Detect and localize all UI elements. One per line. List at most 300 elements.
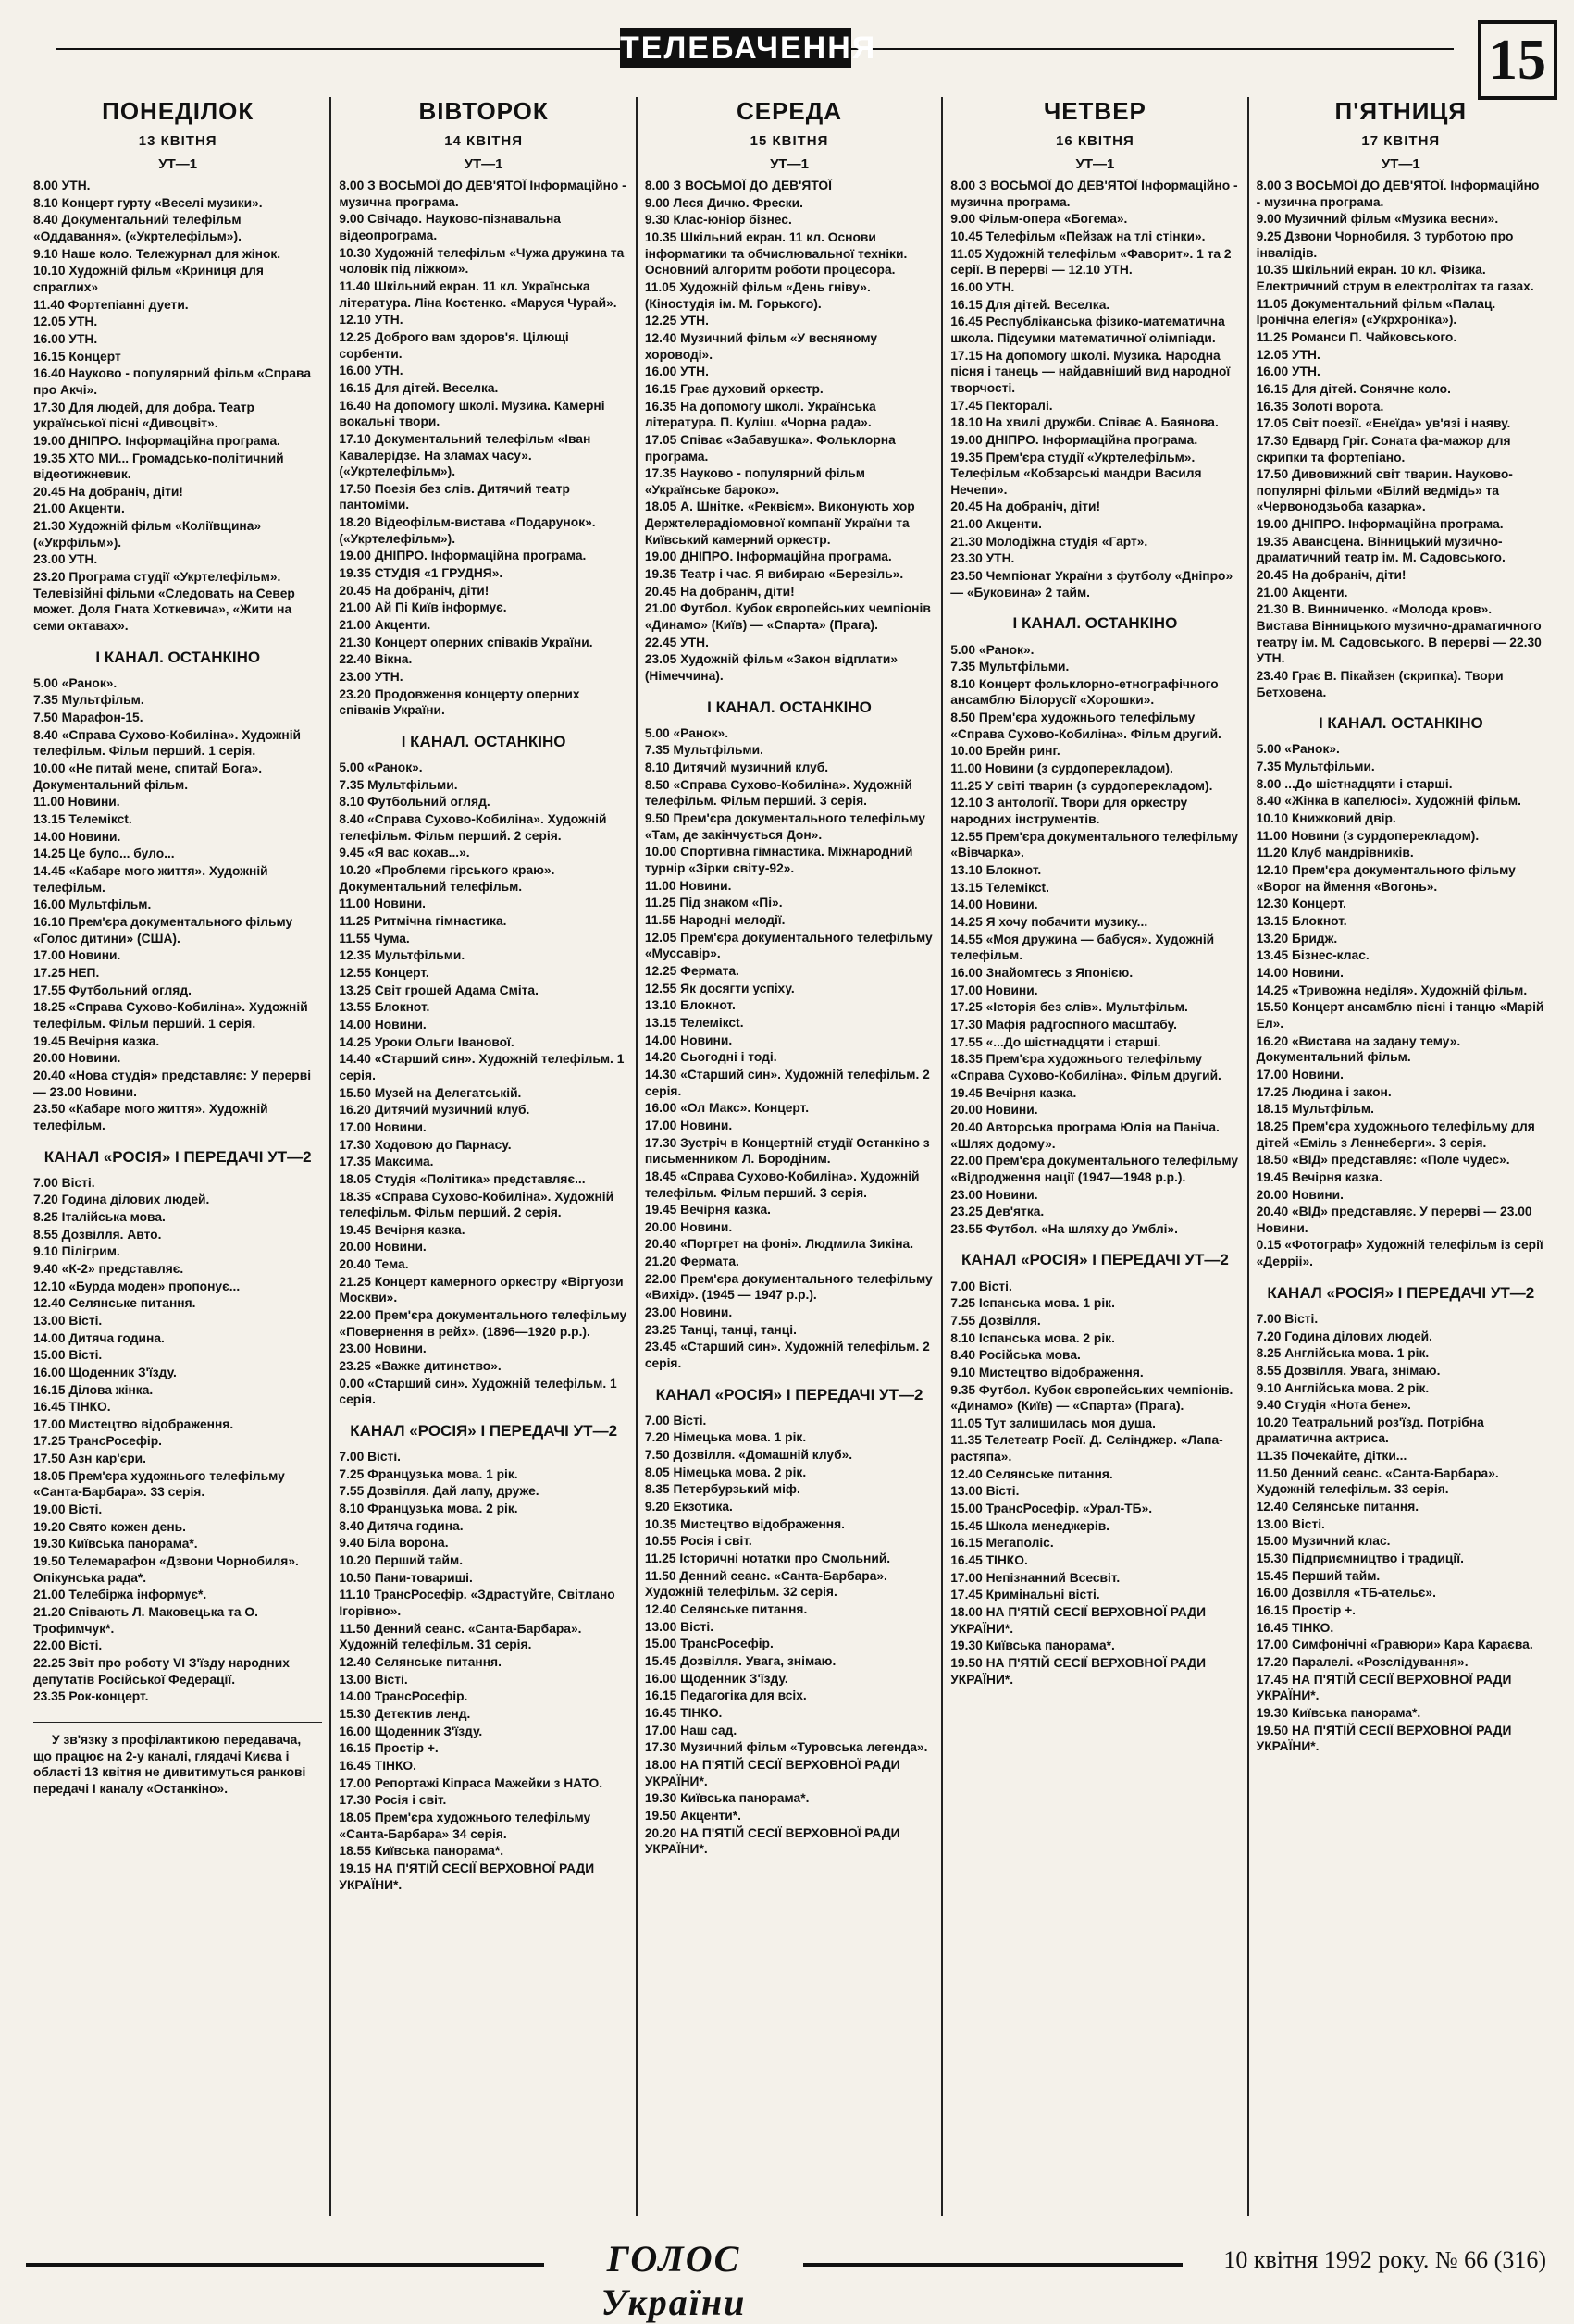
program-listing: 20.45 На добраніч, діти!: [644, 584, 795, 599]
program-listing: 12.25 УТН.: [644, 314, 709, 328]
program-listing: 21.00 Акценти.: [1256, 585, 1348, 600]
program-listing: 12.55 Концерт.: [339, 965, 429, 980]
program-listing: 11.25 Романси П. Чайковського.: [1256, 329, 1457, 344]
program-listing: 19.45 Вечірня казка.: [33, 1033, 160, 1048]
program-listing: 22.45 УТН.: [644, 635, 709, 649]
program-listing: 15.50 Концерт ансамблю пісні і танцю «Марій Ел».: [1256, 1000, 1544, 1031]
program-listing: 17.25 Людина і закон.: [1256, 1084, 1392, 1099]
program-listing: 16.15 Простір +.: [339, 1741, 439, 1756]
program-listing: 14.45 «Кабаре мого життя». Художній телефільм.: [33, 864, 268, 895]
program-listing: 8.40 Документальний телефільм «Оддавання». («Укртелефільм»).: [33, 213, 242, 243]
program-listing: 19.50 НА П'ЯТІЙ СЕСІЇ ВЕРХОВНОЇ РАДИ УКРАЇНИ*.: [1256, 1723, 1512, 1754]
day-name: ЧЕТВЕР: [1043, 97, 1146, 125]
program-listing: 14.20 Сьогодні і тоді.: [644, 1050, 777, 1065]
program-listing: 10.00 «Не питай мене, спитай Бога». Документальний фільм.: [33, 761, 263, 792]
program-listing: 16.10 Прем'єра документального фільму «Голос дитини» (США).: [33, 915, 293, 946]
program-listing: 15.00 ТрансРосефір.: [644, 1637, 774, 1651]
program-listing: 11.25 У світі тварин (з сурдоперекладом).: [950, 778, 1213, 793]
program-listing: 23.20 Програма студії «Укртелефільм». Телевізійні фільми «Следовать на Север может. Доля Гната Хоткевича», «Жити на семи октавах».: [33, 570, 295, 634]
program-listing: 19.35 ХТО МИ... Громадсько-політичний відеотижневик.: [33, 451, 284, 482]
program-listing: 8.00 З ВОСЬМОЇ ДО ДЕВ'ЯТОЇ. Інформаційно - музична програма.: [1256, 179, 1540, 209]
program-listing: 14.00 Новини.: [1256, 965, 1344, 980]
program-listing: 16.45 Республіканська фізико-математична школа. Підсумки математичної олімпіади.: [950, 315, 1225, 345]
program-listing: 13.10 Блокнот.: [644, 998, 736, 1013]
program-listing: 19.45 Вечірня казка.: [644, 1203, 771, 1218]
program-listing: 22.25 Звіт про роботу VI З'їзду народних депутатів Російської Федерації.: [33, 1656, 290, 1687]
program-listing: 8.25 Італійська мова.: [33, 1209, 166, 1224]
day-name: ПОНЕДІЛОК: [102, 97, 254, 125]
program-listing: 8.40 Дитяча година.: [339, 1518, 464, 1533]
page-number: 15: [1478, 20, 1557, 100]
program-listing: 14.30 «Старший син». Художній телефільм. 2 серія.: [644, 1067, 930, 1098]
program-listing: 13.00 Вісті.: [950, 1484, 1020, 1499]
program-listing: 16.15 Мегаполіс.: [950, 1536, 1054, 1551]
program-listing: 23.00 УТН.: [33, 552, 98, 567]
day-name: ВІВТОРОК: [418, 97, 549, 125]
day-date: 15 КВІТНЯ: [750, 133, 829, 149]
day-name: П'ЯТНИЦЯ: [1334, 97, 1468, 125]
program-listing: 7.25 Іспанська мова. 1 рік.: [950, 1296, 1115, 1311]
program-listing: 11.35 Телетеатр Росії. Д. Селінджер. «Лапа-растяпа».: [950, 1433, 1223, 1465]
program-listing: 19.30 Київська панорама*.: [33, 1537, 198, 1551]
program-listing: 16.15 Для дітей. Веселка.: [339, 380, 499, 395]
program-listing: 7.00 Вісті.: [33, 1175, 95, 1190]
program-listing: 10.00 Брейн ринг.: [950, 744, 1060, 759]
program-listing: 16.35 Золоті ворота.: [1256, 399, 1384, 414]
program-listing: 15.50 Музей на Делегатській.: [339, 1085, 522, 1100]
program-listing: 17.45 Пекторалі.: [950, 398, 1053, 413]
program-listing: 16.45 ТІНКО.: [644, 1705, 723, 1720]
program-listing: 11.35 Почекайте, дітки...: [1256, 1449, 1407, 1464]
program-listing: 14.25 Уроки Ольги Іванової.: [339, 1034, 514, 1049]
program-listing: 19.00 ДНІПРО. Інформаційна програма.: [950, 432, 1198, 447]
program-listing: 17.00 Новини.: [644, 1118, 733, 1132]
program-listing: 20.00 Новини.: [339, 1240, 427, 1255]
day-column: [26, 97, 331, 2216]
program-listing: 18.35 Прем'єра художнього телефільму «Справа Сухово-Кобиліна». Фільм другий.: [950, 1052, 1221, 1082]
program-listing: 17.05 Світ поезії. «Енеїда» ув'язі і наяву.: [1256, 416, 1511, 431]
program-listing: 20.40 Авторська програма Юлія на Паніча. «Шлях додому».: [950, 1119, 1220, 1151]
program-listing: 8.00 З ВОСЬМОЇ ДО ДЕВ'ЯТОЇ Інформаційно - музична програма.: [950, 179, 1238, 209]
program-listing: 11.05 Художній фільм «День гніву». (Кіностудія ім. М. Горького).: [644, 279, 871, 311]
program-listing: 12.40 Музичний фільм «У весняному хороводі».: [644, 330, 878, 362]
program-listing: 16.15 Грає духовий оркестр.: [644, 381, 824, 396]
program-listing: 11.00 Новини.: [644, 878, 732, 893]
program-listing: 14.00 Новини.: [339, 1017, 427, 1032]
day-name: СЕРЕДА: [736, 97, 843, 125]
program-listing: 17.35 Максима.: [339, 1155, 434, 1169]
program-listing: 8.40 «Справа Сухово-Кобиліна». Художній телефільм. Фільм перший. 2 серія.: [339, 812, 607, 843]
program-listing: 7.55 Дозвілля.: [950, 1313, 1041, 1328]
program-listing: 8.10 Футбольний огляд.: [339, 795, 490, 810]
program-listing: 19.50 Акценти*.: [644, 1808, 741, 1823]
program-listing: 15.00 Музичний клас.: [1256, 1534, 1391, 1549]
program-listing: 19.30 Київська панорама*.: [1256, 1705, 1421, 1720]
channel-heading: І КАНАЛ. ОСТАНКІНО: [1318, 714, 1483, 733]
program-listing: 20.40 Тема.: [339, 1257, 409, 1272]
program-listing: 10.55 Росія і світ.: [644, 1534, 752, 1549]
program-listing: 7.35 Мультфільми.: [950, 660, 1070, 674]
program-listing: 8.10 Іспанська мова. 2 рік.: [950, 1330, 1115, 1345]
program-listing: 11.20 Клуб мандрівників.: [1256, 846, 1414, 860]
program-listing: 21.20 Співають Л. Маковецька та О. Трофимчук*.: [33, 1605, 258, 1636]
program-listing: 23.25 «Важке дитинство».: [339, 1359, 502, 1374]
program-listing: 20.45 На добраніч, діти!: [33, 484, 183, 499]
program-listing: 14.55 «Моя дружина — бабуся». Художній телефільм.: [950, 932, 1215, 963]
program-listing: 11.50 Денний сеанс. «Санта-Барбара». Художній телефільм. 31 серія.: [339, 1621, 582, 1652]
program-listing: 14.25 Це було... було...: [33, 847, 175, 861]
program-listing: 23.00 Новини.: [644, 1305, 733, 1320]
program-listing: 19.45 Вечірня казка.: [339, 1222, 465, 1237]
program-listing: 16.00 Знайомтесь з Японією.: [950, 965, 1134, 980]
program-listing: 16.00 УТН.: [1256, 365, 1320, 379]
program-listing: 15.45 Перший тайм.: [1256, 1568, 1381, 1583]
program-listing: 23.00 Новини.: [339, 1341, 427, 1356]
program-listing: 9.10 Наше коло. Тележурнал для жінок.: [33, 246, 281, 261]
program-listing: 16.45 ТІНКО.: [1256, 1620, 1334, 1635]
program-listing: 10.20 Театральний роз'їзд. Потрібна драматична актриса.: [1256, 1415, 1484, 1446]
program-listing: 8.25 Англійська мова. 1 рік.: [1256, 1346, 1430, 1361]
channel-heading: І КАНАЛ. ОСТАНКІНО: [401, 733, 566, 750]
program-listing: 23.50 «Кабаре мого життя». Художній телефільм.: [33, 1102, 268, 1132]
program-listing: 17.50 Поезія без слів. Дитячий театр пантоміми.: [339, 481, 570, 513]
program-listing: 19.35 Прем'єра студії «Укртелефільм». Телефільм «Кобзарські мандри Василя Нечепи».: [950, 450, 1202, 497]
program-listing: 16.00 УТН.: [33, 331, 98, 346]
program-listing: 20.00 Новини.: [950, 1103, 1038, 1118]
program-listing: 22.00 Прем'єра документального телефільму «Повернення в рейх». (1896—1920 р.р.).: [339, 1308, 627, 1339]
program-listing: 13.15 Телеміксt.: [950, 880, 1049, 895]
program-listing: 14.00 Новини.: [33, 829, 121, 844]
program-listing: 10.45 Телефільм «Пейзаж на тлі стінки».: [950, 229, 1206, 243]
program-listing: 22.00 Прем'єра документального телефільму «Відродження нації (1947—1948 р.р.).: [950, 1154, 1239, 1184]
program-listing: 8.00 З ВОСЬМОЇ ДО ДЕВ'ЯТОЇ Інформаційно - музична програма.: [339, 179, 626, 209]
channel-heading: КАНАЛ «РОСІЯ» І ПЕРЕДАЧІ УТ—2: [350, 1422, 618, 1440]
program-listing: 17.00 Новини.: [950, 983, 1038, 997]
program-listing: 21.00 Акценти.: [339, 618, 431, 633]
program-listing: 16.00 Щоденник З'їзду.: [339, 1724, 483, 1738]
program-listing: 12.10 «Бурда моден» пропонує...: [33, 1279, 241, 1293]
program-listing: 11.50 Денний сеанс. «Санта-Барбара». Художній телефільм. 32 серія.: [644, 1568, 887, 1600]
program-listing: 17.00 Мистецтво відображення.: [33, 1416, 234, 1431]
program-listing: 20.45 На добраніч, діти!: [1256, 568, 1407, 583]
program-listing: 12.10 УТН.: [339, 313, 403, 328]
program-listing: 0.15 «Фотограф» Художній телефільм із серії «Дерріі».: [1256, 1238, 1543, 1269]
program-listing: 11.25 Історичні нотатки про Смольний.: [644, 1551, 891, 1566]
program-listing: 22.00 Прем'єра документального телефільму «Вихід». (1945 — 1947 р.р.).: [644, 1271, 933, 1303]
program-listing: 17.35 Науково - популярний фільм «Українське бароко».: [644, 466, 865, 497]
channel-heading: УТ—1: [1381, 156, 1420, 172]
program-listing: 17.50 Дивовижний світ тварин. Науково-популярні фільми «Білий ведмідь» та «Червонодзьоба казарка».: [1256, 467, 1513, 514]
program-listing: 18.10 На хвилі дружби. Співає А. Баянова.: [950, 415, 1219, 430]
channel-heading: І КАНАЛ. ОСТАНКІНО: [707, 698, 872, 716]
program-listing: 7.35 Мультфільми.: [339, 777, 458, 792]
program-listing: 21.30 Художній фільм «Коліївщина» («Укрфільм»).: [33, 519, 262, 550]
program-listing: 23.30 УТН.: [950, 551, 1015, 566]
program-listing: 8.40 Російська мова.: [950, 1348, 1081, 1363]
program-listing: 11.55 Чума.: [339, 931, 410, 946]
program-listing: 16.00 Щоденник З'їзду.: [644, 1671, 788, 1686]
day-column: [331, 97, 637, 2216]
program-listing: 8.00 УТН.: [33, 179, 91, 192]
program-listing: 16.15 Ділова жінка.: [33, 1382, 154, 1397]
program-listing: 16.00 УТН.: [339, 364, 403, 378]
section-title: ТЕЛЕБАЧЕННЯ: [620, 28, 851, 68]
program-listing: 8.40 «Справа Сухово-Кобиліна». Художній телефільм. Фільм перший. 1 серія.: [33, 727, 302, 759]
program-listing: 23.45 «Старший син». Художній телефільм. 2 серія.: [644, 1340, 930, 1371]
channel-heading: КАНАЛ «РОСІЯ» І ПЕРЕДАЧІ УТ—2: [1267, 1283, 1535, 1302]
program-listing: 10.30 Художній телефільм «Чужа дружина та чоловік під ліжком».: [339, 245, 625, 277]
channel-heading: КАНАЛ «РОСІЯ» І ПЕРЕДАЧІ УТ—2: [961, 1251, 1229, 1269]
program-listing: 15.00 ТрансРосефір. «Урал-ТБ».: [950, 1502, 1153, 1516]
program-listing: 8.40 «Жінка в капелюсі». Художній фільм.: [1256, 794, 1521, 809]
program-listing: 9.25 Дзвони Чорнобиля. З турботою про інвалідів.: [1256, 229, 1514, 260]
program-listing: 8.05 Німецька мова. 2 рік.: [644, 1465, 807, 1479]
program-listing: 18.35 «Справа Сухово-Кобиліна». Художній телефільм. Фільм перший. 2 серія.: [339, 1189, 614, 1220]
program-listing: 9.40 «К-2» представляє.: [33, 1261, 184, 1276]
program-listing: 18.05 А. Шнітке. «Реквієм». Виконують хор Держтелерадіомовної компанії України та Київський камерний оркестр.: [644, 500, 915, 547]
program-listing: 17.20 Паралелі. «Розслідування».: [1256, 1655, 1469, 1669]
program-listing: 9.10 Мистецтво відображення.: [950, 1365, 1144, 1379]
program-listing: 8.00 ...До шістнадцяти і старші.: [1256, 776, 1453, 791]
program-listing: 18.45 «Справа Сухово-Кобиліна». Художній телефільм. Фільм перший. 3 серія.: [644, 1168, 920, 1200]
program-listing: 23.00 УТН.: [339, 670, 403, 685]
program-listing: 16.20 «Вистава на задану тему». Документальний фільм.: [1256, 1033, 1461, 1065]
footer: [26, 2237, 1555, 2323]
program-listing: 10.10 Художній фільм «Криниця для спраглих»: [33, 264, 264, 294]
program-listing: 16.00 «Ол Макс». Концерт.: [644, 1101, 810, 1116]
program-listing: 8.10 Дитячий музичний клуб.: [644, 760, 829, 775]
program-listing: 9.30 Клас-юніор бізнес.: [644, 213, 792, 228]
channel-heading: КАНАЛ «РОСІЯ» І ПЕРЕДАЧІ УТ—2: [655, 1385, 923, 1403]
program-listing: 20.00 Новини.: [1256, 1187, 1344, 1202]
program-listing: 9.35 Футбол. Кубок європейських чемпіонів. «Динамо» (Київ) — «Спарта» (Прага).: [950, 1382, 1233, 1414]
program-listing: 23.00 Новини.: [950, 1187, 1038, 1202]
program-listing: 21.00 Футбол. Кубок європейських чемпіонів «Динамо» (Київ) — «Спарта» (Прага).: [644, 601, 931, 633]
program-listing: 18.05 Студія «Політика» представляє...: [339, 1171, 586, 1186]
program-listing: 7.35 Мультфільми.: [644, 743, 763, 758]
program-listing: 10.10 Книжковий двір.: [1256, 811, 1396, 826]
program-listing: 5.00 «Ранок».: [644, 725, 729, 740]
program-listing: 19.20 Свято кожен день.: [33, 1519, 186, 1534]
program-listing: 21.20 Фермата.: [644, 1255, 739, 1269]
program-listing: 8.55 Дозвілля. Увага, знімаю.: [1256, 1363, 1441, 1378]
channel-heading: І КАНАЛ. ОСТАНКІНО: [1012, 614, 1178, 633]
program-listing: 12.25 Доброго вам здоров'я. Цілющі сорбенти.: [339, 329, 569, 361]
program-listing: 23.50 Чемпіонат України з футболу «Дніпро» — «Буковина» 2 тайм.: [950, 569, 1233, 600]
program-listing: 19.45 Вечірня казка.: [1256, 1169, 1382, 1184]
program-listing: 23.25 Дев'ятка.: [950, 1205, 1045, 1219]
program-listing: 20.40 «ВІД» представляє. У перерві — 23.00 Новини.: [1256, 1205, 1532, 1235]
program-listing: 13.45 Бізнес-клас.: [1256, 948, 1370, 963]
program-listing: 12.40 Селянське питання.: [339, 1655, 502, 1669]
program-listing: 19.50 НА П'ЯТІЙ СЕСІЇ ВЕРХОВНОЇ РАДИ УКРАЇНИ*.: [950, 1656, 1206, 1687]
program-listing: 13.00 Вісті.: [644, 1619, 714, 1634]
program-listing: 13.00 Вісті.: [33, 1313, 103, 1328]
program-listing: 17.25 ТрансРосефір.: [33, 1434, 162, 1449]
program-listing: 17.00 Репортажі Кіпраса Мажейки з НАТО.: [339, 1775, 603, 1790]
program-listing: 12.05 УТН.: [33, 315, 98, 329]
program-listing: 19.35 Авансцена. Вінницький музично-драматичний театр ім. М. Садовського.: [1256, 534, 1506, 565]
program-listing: 17.30 Мафія радгоспного масштабу.: [950, 1017, 1177, 1032]
program-listing: 9.45 «Я вас кохав...».: [339, 846, 470, 860]
program-listing: 15.30 Підприємництво і традиції.: [1256, 1551, 1464, 1566]
program-listing: 16.15 Концерт: [33, 349, 121, 364]
channel-heading: УТ—1: [1075, 156, 1115, 172]
program-listing: 11.00 Новини (з сурдоперекладом).: [950, 761, 1173, 776]
program-listing: 9.00 Свічадо. Науково-пізнавальна відеопрограма.: [339, 212, 561, 242]
program-listing: 11.25 Під знаком «Пі».: [644, 896, 783, 910]
tv-schedule-columns: [26, 97, 1553, 2216]
program-listing: 8.10 Концерт фольклорно-етнографічного ансамблю Білорусії «Хорошки».: [950, 676, 1219, 708]
program-listing: 7.20 Година ділових людей.: [1256, 1329, 1432, 1343]
program-listing: 23.55 Футбол. «На шляху до Умблі».: [950, 1221, 1179, 1236]
program-listing: 7.20 Німецька мова. 1 рік.: [644, 1430, 807, 1445]
channel-heading: КАНАЛ «РОСІЯ» І ПЕРЕДАЧІ УТ—2: [43, 1147, 312, 1166]
program-listing: 19.00 ДНІПРО. Інформаційна програма.: [1256, 517, 1504, 532]
program-listing: 17.10 Документальний телефільм «Іван Кавалерідзе. На зламах часу». («Укртелефільм»).: [339, 431, 591, 479]
program-listing: 8.50 Прем'єра художнього телефільму «Справа Сухово-Кобиліна». Фільм другий.: [950, 711, 1221, 741]
program-listing: 8.10 Французька мова. 2 рік.: [339, 1502, 518, 1516]
program-listing: 15.00 Вісті.: [33, 1348, 103, 1363]
program-listing: 19.00 ДНІПРО. Інформаційна програма.: [33, 433, 280, 448]
program-listing: 14.00 Дитяча година.: [33, 1330, 165, 1345]
program-listing: 11.40 Шкільний екран. 11 кл. Українська література. Ліна Костенко. «Маруся Чурай».: [339, 278, 617, 310]
program-listing: 7.00 Вісті.: [644, 1413, 707, 1428]
program-listing: 10.20 Перший тайм.: [339, 1553, 464, 1568]
program-listing: 17.30 Ходовою до Парнасу.: [339, 1137, 512, 1152]
program-listing: 14.40 «Старший син». Художній телефільм. 1 серія.: [339, 1052, 625, 1082]
program-listing: 11.00 Новини.: [33, 795, 120, 810]
program-listing: 20.45 На добраніч, діти!: [339, 583, 490, 598]
program-listing: 17.00 Наш сад.: [644, 1723, 737, 1737]
program-listing: 11.40 Фортепіанні дуети.: [33, 297, 189, 312]
program-listing: 19.15 НА П'ЯТІЙ СЕСІЇ ВЕРХОВНОЇ РАДИ УКРАЇНИ*.: [339, 1860, 595, 1892]
program-listing: 14.25 Я хочу побачити музику...: [950, 915, 1148, 929]
program-listing: 19.35 СТУДІЯ «1 ГРУДНЯ».: [339, 566, 503, 581]
program-listing: 10.50 Пани-товариші.: [339, 1570, 473, 1585]
program-listing: 16.15 Для дітей. Веселка.: [950, 297, 1110, 312]
program-listing: 8.10 Концерт гурту «Веселі музики».: [33, 195, 263, 210]
program-listing: 20.20 НА П'ЯТІЙ СЕСІЇ ВЕРХОВНОЇ РАДИ УКРАЇНИ*.: [644, 1825, 900, 1857]
program-listing: 16.15 Простір +.: [1256, 1603, 1356, 1618]
program-listing: 21.00 Акценти.: [33, 501, 125, 516]
program-listing: 9.20 Екзотика.: [644, 1500, 733, 1514]
program-listing: 16.00 Щоденник З'їзду.: [33, 1365, 177, 1379]
program-listing: 18.05 Прем'єра художнього телефільму «Санта-Барбара» 34 серія.: [339, 1810, 591, 1841]
program-listing: 17.00 Симфонічні «Гравюри» Кара Караєва.: [1256, 1638, 1533, 1652]
footer-rule-left: [26, 2263, 544, 2267]
program-listing: 10.35 Мистецтво відображення.: [644, 1516, 845, 1531]
program-listing: 8.55 Дозвілля. Авто.: [33, 1227, 162, 1242]
day-date: 13 КВІТНЯ: [138, 133, 217, 149]
program-listing: 16.00 Дозвілля «ТБ-ательє».: [1256, 1586, 1436, 1601]
program-listing: 17.00 Непізнанний Всесвіт.: [950, 1570, 1121, 1585]
program-listing: 21.30 В. Винниченко. «Молода кров». Вистава Вінницького музично-драматичного театру ім. М. Садовського. В перерві — 22.30 УТН.: [1256, 602, 1542, 666]
program-listing: 15.45 Дозвілля. Увага, знімаю.: [644, 1654, 837, 1668]
program-listing: 19.00 ДНІПРО. Інформаційна програма.: [339, 549, 587, 563]
program-listing: 17.00 Новини.: [1256, 1067, 1344, 1082]
program-listing: 22.40 Вікна.: [339, 652, 413, 667]
program-listing: 16.00 УТН.: [950, 279, 1015, 294]
program-listing: 17.30 Для людей, для добра. Театр української пісні «Дивоцвіт».: [33, 400, 254, 431]
program-listing: 7.00 Вісті.: [1256, 1311, 1319, 1326]
program-listing: 12.55 Як досягти успіху.: [644, 981, 795, 995]
program-listing: 16.45 ТІНКО.: [950, 1553, 1028, 1568]
program-listing: 12.25 Фермата.: [644, 963, 739, 978]
program-listing: 12.40 Селянське питання.: [644, 1602, 808, 1617]
program-listing: 12.05 Прем'єра документального телефільму «Муссавір».: [644, 930, 933, 961]
program-listing: 17.05 Співає «Забавушка». Фольклорна програма.: [644, 432, 896, 464]
program-listing: 13.15 Телеміксt.: [644, 1015, 744, 1030]
program-listing: 9.40 Студія «Нота бене».: [1256, 1398, 1411, 1413]
program-listing: 20.45 На добраніч, діти!: [950, 500, 1101, 514]
program-listing: 13.00 Вісті.: [1256, 1516, 1325, 1531]
program-listing: 12.30 Концерт.: [1256, 896, 1346, 911]
program-listing: 7.50 Дозвілля. «Домашній клуб».: [644, 1448, 853, 1463]
program-listing: 10.20 «Проблеми гірського краю». Документальний телефільм.: [339, 863, 555, 894]
program-listing: 11.00 Новини (з сурдоперекладом).: [1256, 828, 1480, 843]
channel-heading: УТ—1: [464, 156, 503, 172]
program-listing: 17.30 Росія і світ.: [339, 1793, 447, 1808]
program-listing: 9.40 Біла ворона.: [339, 1536, 449, 1551]
program-listing: 9.50 Прем'єра документального телефільму «Там, де закінчується Дон».: [644, 811, 925, 842]
program-listing: 7.00 Вісті.: [950, 1279, 1012, 1293]
program-listing: 12.40 Селянське питання.: [1256, 1500, 1419, 1514]
program-listing: 20.40 «Портрет на фоні». Людмила Зикіна.: [644, 1237, 914, 1252]
program-listing: 11.05 Тут залишилась моя душа.: [950, 1415, 1156, 1430]
newspaper-logo: ГОЛОС України: [601, 2238, 747, 2323]
program-listing: 13.00 Вісті.: [339, 1672, 408, 1687]
program-listing: 11.10 ТрансРосефір. «Здрастуйте, Світлано Ігорівно».: [339, 1588, 615, 1619]
channel-heading: І КАНАЛ. ОСТАНКІНО: [95, 648, 261, 666]
program-listing: 21.30 Молодіжна студія «Гарт».: [950, 534, 1148, 549]
program-listing: 20.00 Новини.: [644, 1219, 733, 1234]
program-listing: 11.05 Документальний фільм «Палац. Іронічна елегія» («Укрхронікa»).: [1256, 296, 1496, 328]
program-listing: 5.00 «Ранок».: [33, 675, 118, 690]
program-listing: 20.40 «Нова студія» представляє: У перерві — 23.00 Новини.: [33, 1068, 312, 1099]
program-listing: 9.10 Пілігрим.: [33, 1244, 120, 1259]
program-listing: 17.30 Зустріч в Концертній студії Останкіно з письменником Л. Бородіним.: [644, 1135, 930, 1167]
footer-rule-right: [803, 2263, 1183, 2267]
program-listing: 13.15 Блокнот.: [1256, 914, 1347, 928]
program-listing: 16.45 ТІНКО.: [339, 1758, 416, 1773]
program-listing: 21.25 Концерт камерного оркестру «Віртуози Москви».: [339, 1274, 624, 1305]
program-listing: 21.00 Ай Пі Київ інформує.: [339, 600, 507, 615]
day-column: [638, 97, 943, 2216]
program-listing: 15.45 Школа менеджерів.: [950, 1518, 1110, 1533]
program-listing: 12.05 УТН.: [1256, 347, 1320, 362]
program-listing: 7.50 Марафон-15.: [33, 711, 143, 725]
program-listing: 23.35 Рок-концерт.: [33, 1689, 149, 1704]
program-listing: 17.55 «...До шістнадцяти і старші.: [950, 1034, 1161, 1049]
program-listing: 7.35 Мультфільм.: [33, 693, 144, 708]
day-date: 14 КВІТНЯ: [444, 133, 523, 149]
day-column: [1249, 97, 1553, 2216]
program-listing: 16.15 Педагогіка для всіх.: [644, 1688, 807, 1703]
program-listing: 11.50 Денний сеанс. «Санта-Барбара». Художній телефільм. 33 серія.: [1256, 1465, 1499, 1497]
program-listing: 17.45 Кримінальні вісті.: [950, 1588, 1100, 1602]
program-listing: 10.35 Шкільний екран. 11 кл. Основи інформатики та обчислювальної техніки. Основний алгоритм роботи процесора.: [644, 229, 908, 278]
program-listing: 7.35 Мультфільми.: [1256, 760, 1375, 774]
program-listing: 7.00 Вісті.: [339, 1450, 401, 1465]
program-listing: 9.10 Англійська мова. 2 рік.: [1256, 1380, 1430, 1395]
program-listing: 9.00 Леся Дичко. Фрески.: [644, 195, 803, 210]
program-listing: 18.50 «ВІД» представляє: «Поле чудес».: [1256, 1153, 1510, 1168]
program-listing: 7.25 Французька мова. 1 рік.: [339, 1466, 518, 1481]
program-listing: 16.35 На допомогу школі. Українська література. П. Куліш. «Чорна рада».: [644, 399, 876, 430]
program-listing: 16.15 Для дітей. Сонячне коло.: [1256, 381, 1451, 396]
program-listing: 12.55 Прем'єра документального телефільму «Вівчарка».: [950, 829, 1239, 860]
